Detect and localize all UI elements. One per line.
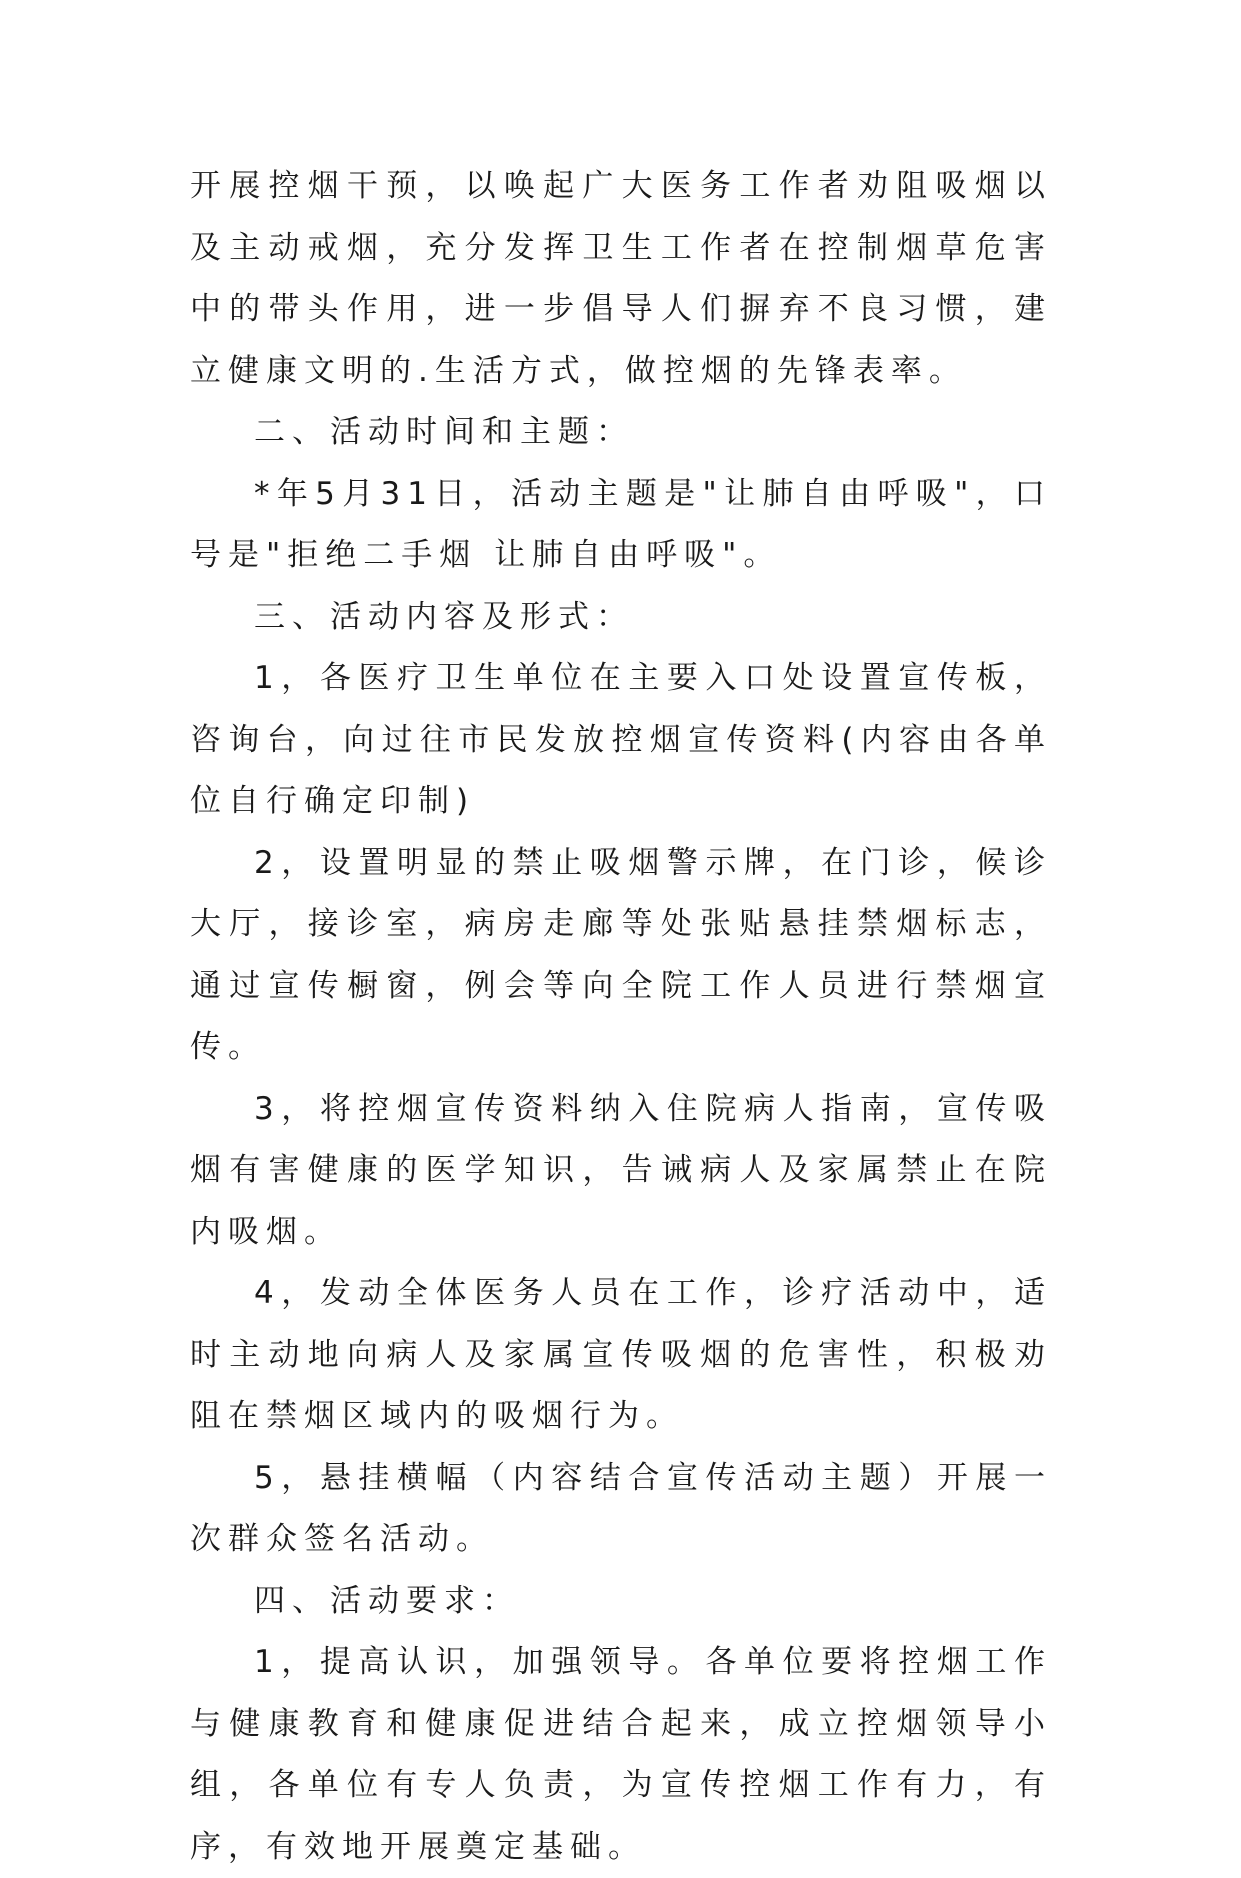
document-body bbox=[190, 156, 1052, 1878]
paragraph-content-item-3: 3，将控烟宣传资料纳入住院病人指南，宣传吸烟有害健康的医学知识，告诫病人及家属禁止在院内吸烟。 bbox=[190, 1090, 1052, 1250]
paragraph-intro-continued: 开展控烟干预，以唤起广大医务工作者劝阻吸烟以及主动戒烟，充分发挥卫生工作者在控制烟草危害中的带头作用，进一步倡导人们摒弃不良习惯，建立健康文明的.生活方式，做控烟的先锋表率。 bbox=[190, 168, 1052, 389]
paragraph-requirement-item-1: 1，提高认识，加强领导。各单位要将控烟工作与健康教育和健康促进结合起来，成立控烟领导小组，各单位有专人负责，为宣传控烟工作有力，有序，有效地开展奠定基础。 bbox=[190, 1644, 1052, 1865]
heading-activity-requirements: 四、活动要求： bbox=[254, 1582, 520, 1619]
paragraph-content-item-2: 2，设置明显的禁止吸烟警示牌，在门诊，候诊大厅，接诊室，病房走廊等处张贴悬挂禁烟标志，通过宣传橱窗，例会等向全院工作人员进行禁烟宣传。 bbox=[190, 844, 1052, 1065]
paragraph-content-item-1: 1，各医疗卫生单位在主要入口处设置宣传板，咨询台，向过往市民发放控烟宣传资料(内容由各单位自行确定印制) bbox=[190, 660, 1052, 819]
paragraph-content-item-4: 4，发动全体医务人员在工作，诊疗活动中，适时主动地向病人及家属宣传吸烟的危害性，积极劝阻在禁烟区域内的吸烟行为。 bbox=[190, 1275, 1052, 1434]
paragraph-content-item-5: 5，悬挂横幅（内容结合宣传活动主题）开展一次群众签名活动。 bbox=[190, 1459, 1052, 1557]
paragraph-activity-date-theme: *年5月31日，活动主题是"让肺自由呼吸"，口号是"拒绝二手烟 让肺自由呼吸"。 bbox=[190, 475, 1052, 573]
heading-activity-time-theme: 二、活动时间和主题： bbox=[254, 414, 634, 450]
heading-activity-content-form: 三、活动内容及形式： bbox=[254, 598, 634, 635]
